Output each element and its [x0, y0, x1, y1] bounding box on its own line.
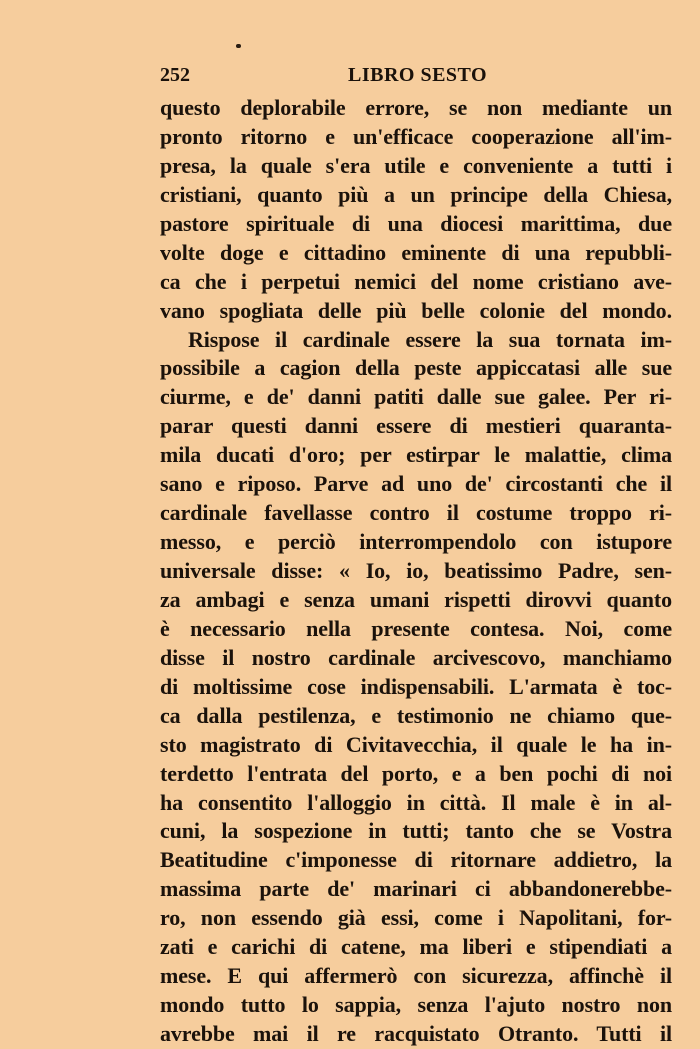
text-line: ca dalla pestilenza, e testimonio ne chiamo que-	[160, 702, 672, 728]
text-line: cristiani, quanto più a un principe della Chiesa,	[160, 181, 672, 207]
text-line: sto magistrato di Civitavecchia, il quale le ha in-	[160, 731, 672, 757]
text-line: parar questi danni essere di mestieri quaranta-	[160, 413, 672, 439]
text-line: di moltissime cose indispensabili. L'armata è toc-	[160, 673, 672, 699]
text-line: pastore spirituale di una diocesi marittima, due	[160, 210, 672, 236]
text-line: terdetto l'entrata del porto, e a ben pochi di noi	[160, 760, 672, 786]
text-line: mese. E qui affermerò con sicurezza, affinchè il	[160, 963, 672, 989]
text-line: ro, non essendo già essi, come i Napolitani, for-	[160, 905, 672, 931]
text-line: Rispose il cardinale essere la sua tornata im-	[188, 326, 672, 352]
running-head	[160, 62, 672, 88]
text-line: zati e carichi di catene, ma liberi e stipendiati a	[160, 934, 672, 960]
text-line: universale disse: « Io, io, beatissimo Padre, sen-	[160, 558, 672, 583]
body-text	[160, 94, 672, 1049]
text-line: Beatitudine c'imponesse di ritornare addietro, la	[160, 847, 672, 873]
text-line: mila ducati d'oro; per estirpar le malattie, clima	[160, 442, 672, 468]
text-line: cardinale favellasse contro il costume troppo ri-	[160, 500, 672, 526]
text-line: mondo tutto lo sappia, senza l'ajuto nostro non	[160, 992, 672, 1018]
page-number: 252	[160, 64, 190, 86]
text-line: è necessario nella presente contesa. Noi, come	[160, 615, 672, 641]
ink-speck	[236, 44, 241, 48]
text-line: massima parte de' marinari ci abbandonerebbe-	[160, 876, 672, 902]
text-line: ciurme, e de' danni patiti dalle sue galee. Per ri-	[160, 384, 672, 410]
text-line: messo, e perciò interrompendolo con istupore	[160, 529, 672, 555]
text-line: pronto ritorno e un'efficace cooperazione all'im-	[160, 123, 672, 149]
text-line: disse il nostro cardinale arcivescovo, manchiamo	[160, 644, 672, 670]
running-title: LIBRO SESTO	[348, 64, 488, 86]
text-line: ha consentito l'alloggio in città. Il male è in al-	[160, 789, 672, 815]
text-line: sano e riposo. Parve ad uno de' circostanti che il	[160, 471, 672, 497]
text-line: possibile a cagion della peste appiccatasi alle sue	[160, 355, 672, 381]
text-line: presa, la quale s'era utile e conveniente a tutti i	[160, 152, 672, 178]
text-line: questo deplorabile errore, se non mediante un	[160, 95, 672, 120]
text-line: cuni, la sospezione in tutti; tanto che se Vostra	[160, 818, 672, 844]
text-line: volte doge e cittadino eminente di una repubbli-	[160, 239, 672, 265]
text-line: vano spogliata delle più belle colonie del mondo.	[160, 297, 672, 323]
text-line: ca che i perpetui nemici del nome cristiano ave-	[160, 268, 672, 294]
text-line: za ambagi e senza umani rispetti dirovvi quanto	[160, 586, 672, 612]
text-line: avrebbe mai il re racquistato Otranto. Tutti il	[160, 1021, 672, 1046]
